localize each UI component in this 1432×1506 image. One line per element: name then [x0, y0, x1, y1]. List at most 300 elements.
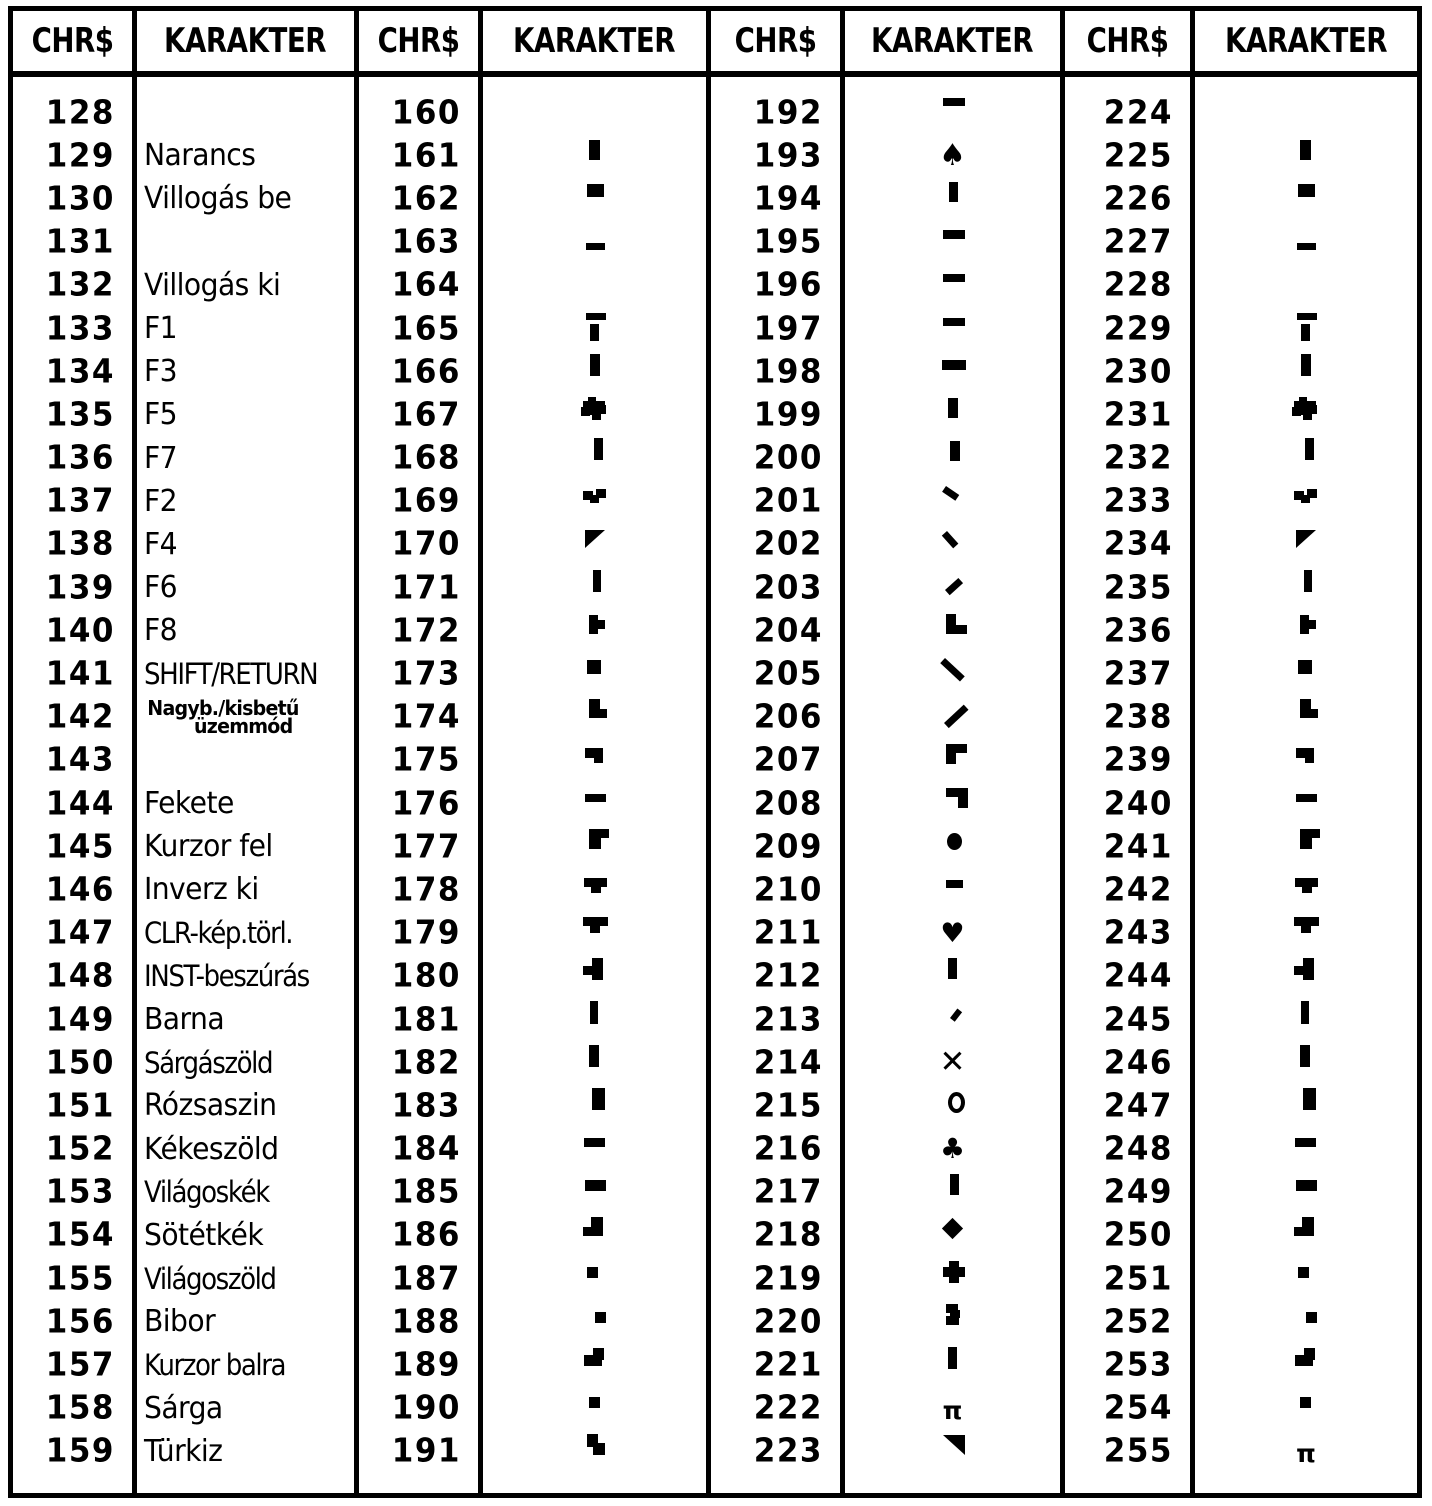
chr-code-value: 190: [391, 1389, 461, 1428]
table-row: [711, 134, 840, 177]
karakter-label-cell: [137, 1343, 354, 1386]
table-row: [359, 437, 478, 480]
karakter-glyph-cell: [483, 523, 706, 566]
karakter-glyph-cell: [845, 1257, 1060, 1300]
table-row: [359, 221, 478, 264]
karakter-label-value: Kurzor balra: [144, 1348, 286, 1383]
block-mid-icon: [575, 179, 615, 219]
chr-code-value: 163: [391, 223, 461, 262]
table-row: [13, 1257, 132, 1300]
chr-code-value: 218: [753, 1216, 823, 1255]
karakter-glyph-cell: [1195, 739, 1417, 782]
karakter-label-value: INST-beszúrás: [144, 959, 309, 994]
karakter-glyph-cell: [483, 912, 706, 955]
table-row: [1065, 652, 1190, 695]
corner-L-icon: [933, 611, 973, 651]
karakter-label-value: Fekete: [144, 786, 234, 822]
chr-code-value: 195: [753, 223, 823, 262]
diamond-icon: [933, 1215, 973, 1255]
tee-right-icon: [575, 611, 615, 651]
table-row: [1065, 912, 1190, 955]
karakter-glyph-cell: [845, 393, 1060, 436]
table-row: [711, 782, 840, 825]
chr-code-value: 180: [391, 957, 461, 996]
chr-code-value: 243: [1103, 914, 1173, 953]
karakter-glyph-cell: [845, 1214, 1060, 1257]
karakter-label-cell: [137, 1041, 354, 1084]
chr-code-value: 162: [391, 180, 461, 218]
table-row: [13, 566, 132, 609]
table-row: [13, 825, 132, 868]
table-row: [711, 264, 840, 307]
karakter-label-value: F7: [144, 440, 178, 476]
karakter-glyph-cell: [483, 739, 706, 782]
chr-code-value: 198: [753, 352, 823, 391]
karakter-label-value: F6: [144, 570, 178, 606]
chr-code-value: 207: [753, 741, 823, 780]
chr-karakter-table: [8, 6, 1422, 1498]
table-row: [1065, 134, 1190, 177]
chr-code-value: 128: [45, 93, 115, 132]
chr-code-value: 133: [45, 309, 115, 348]
karakter-label-value: Barna: [144, 1002, 225, 1038]
table-row: [711, 1257, 840, 1300]
chr-code-value: 181: [391, 1000, 461, 1039]
karakter-glyph-cell: [1195, 998, 1417, 1041]
karakter-glyph-cell: [1195, 1128, 1417, 1171]
karakter-glyph-cell: [845, 825, 1060, 868]
table-row: [711, 609, 840, 652]
corner-step-icon: [1286, 1345, 1326, 1385]
table-row: [359, 1430, 478, 1473]
tee-down-icon: [1286, 913, 1326, 953]
karakter-glyph-cell: [483, 609, 706, 652]
karakter-glyph-cell: [845, 955, 1060, 998]
chr-code-value: 245: [1103, 1000, 1173, 1039]
corner-br-icon: [1286, 1215, 1326, 1255]
table-row: [13, 1214, 132, 1257]
chr-code-value: 152: [45, 1130, 115, 1168]
chr-code-value: 251: [1103, 1259, 1173, 1298]
table-row: [13, 1430, 132, 1473]
karakter-label-cell: [137, 609, 354, 652]
karakter-glyph-cell: [483, 221, 706, 264]
table-row: [13, 480, 132, 523]
header-chr-1: [13, 11, 137, 71]
table-row: [1065, 437, 1190, 480]
vbar-tall3-icon: [933, 1345, 973, 1385]
sq-small-icon: [1286, 654, 1326, 694]
karakter-glyph-cell: [845, 739, 1060, 782]
chr-code-value: 154: [45, 1216, 115, 1255]
table-row: [711, 1214, 840, 1257]
karakter-label-value: CLR-kép.törl.: [144, 916, 293, 951]
chr-column-3: [711, 77, 845, 1493]
karakter-glyph-cell: [1195, 1257, 1417, 1300]
table-row: [359, 955, 478, 998]
table-row: [1065, 782, 1190, 825]
vbar-wide-icon: [1286, 1086, 1326, 1126]
slash-back-low-icon: [933, 524, 973, 564]
chr-code-value: 167: [391, 396, 461, 434]
hbar-thin-low-icon: [1286, 309, 1326, 349]
table-row: [13, 91, 132, 134]
plus-icon: [933, 1259, 973, 1299]
chr-code-value: 197: [753, 309, 823, 348]
karakter-label-cell: [137, 955, 354, 998]
table-row: [1065, 1214, 1190, 1257]
table-row: [359, 1084, 478, 1127]
table-row: [711, 480, 840, 523]
vbar-tall2-icon: [933, 1172, 973, 1212]
karakter-label-cell: [137, 912, 354, 955]
karakter-label-line-1: Nagyb./kisbetű: [147, 695, 299, 720]
chr-code-value: 239: [1103, 741, 1173, 780]
table-row: [711, 696, 840, 739]
chr-code-value: 143: [45, 741, 115, 780]
chr-code-value: 142: [45, 698, 115, 737]
vbar-narrow-right-icon: [575, 438, 615, 478]
chr-code-value: 131: [45, 223, 115, 262]
table-row: [13, 1041, 132, 1084]
chr-code-value: 151: [45, 1087, 115, 1125]
corner-step-icon: [575, 1345, 615, 1385]
chr-code-value: 240: [1103, 784, 1173, 823]
corner-bl-icon: [1286, 697, 1326, 737]
table-row: [13, 652, 132, 695]
header-karakter-4-label: KARAKTER: [1224, 21, 1388, 61]
blank-icon: [575, 265, 615, 305]
karakter-glyph-cell: [483, 652, 706, 695]
karakter-glyph-cell: [483, 480, 706, 523]
chr-code-value: 225: [1103, 136, 1173, 175]
karakter-glyph-cell: [483, 1257, 706, 1300]
chr-code-value: 136: [45, 439, 115, 477]
chr-code-value: 129: [45, 136, 115, 175]
table-row: [359, 134, 478, 177]
table-row: [359, 566, 478, 609]
vbar-narrow-icon: [1286, 568, 1326, 608]
karakter-column-4: [1195, 77, 1417, 1493]
corner-bl-icon: [575, 697, 615, 737]
karakter-glyph-cell: [1195, 221, 1417, 264]
chr-column-1: [13, 77, 137, 1493]
table-row: [359, 523, 478, 566]
karakter-glyph-cell: [483, 1387, 706, 1430]
table-row: [711, 1387, 840, 1430]
table-row: [13, 1343, 132, 1386]
table-row: [1065, 177, 1190, 220]
karakter-label-value: Inverz ki: [144, 872, 259, 908]
table-row: [13, 1387, 132, 1430]
slash-back-upper-icon: [933, 481, 973, 521]
karakter-glyph-cell: [1195, 91, 1417, 134]
chr-code-value: 203: [753, 568, 823, 607]
table-row: [359, 739, 478, 782]
karakter-label-cell: [137, 307, 354, 350]
pi-icon: π: [942, 1395, 963, 1425]
table-row: [1065, 91, 1190, 134]
chr-code-value: 174: [391, 698, 461, 737]
chr-code-value: 150: [45, 1043, 115, 1082]
table-row: [13, 868, 132, 911]
dot-center-icon: [575, 1388, 615, 1428]
karakter-glyph-cell: [845, 566, 1060, 609]
karakter-glyph-cell: [845, 868, 1060, 911]
hbar-mid2-icon: [933, 222, 973, 262]
chr-code-value: 214: [753, 1043, 823, 1082]
hbar-top-icon: [933, 93, 973, 133]
karakter-label-cell: [137, 566, 354, 609]
chr-code-value: 208: [753, 784, 823, 823]
karakter-label-cell: [137, 998, 354, 1041]
chr-code-value: 182: [391, 1043, 461, 1082]
table-row: [1065, 1430, 1190, 1473]
karakter-label-cell: [137, 350, 354, 393]
block-mid-icon: [1286, 179, 1326, 219]
karakter-label-value: Kurzor fel: [144, 829, 273, 865]
karakter-label-value: F2: [144, 483, 178, 519]
table-row: [359, 1300, 478, 1343]
hbar-thin-low-icon: [575, 309, 615, 349]
tri-ul-icon: [575, 524, 615, 564]
chr-code-value: 146: [45, 871, 115, 909]
table-row: [711, 91, 840, 134]
table-row: [359, 825, 478, 868]
table-row: [711, 998, 840, 1041]
karakter-label-cell: [137, 177, 354, 220]
vbar-thin-icon: [1286, 1000, 1326, 1040]
karakter-glyph-cell: [1195, 1300, 1417, 1343]
vbar-tall-icon: [933, 956, 973, 996]
karakter-glyph-cell: [1195, 868, 1417, 911]
hbar-block-icon: [575, 1172, 615, 1212]
chr-code-value: 175: [391, 741, 461, 780]
chr-code-value: 178: [391, 871, 461, 909]
chr-code-value: 246: [1103, 1043, 1173, 1082]
table-row: [711, 1128, 840, 1171]
chr-code-value: 212: [753, 957, 823, 996]
vbar-left-thick-icon: [1286, 136, 1326, 176]
karakter-glyph-cell: [483, 1171, 706, 1214]
chr-code-value: 255: [1103, 1432, 1173, 1471]
table-row: [711, 566, 840, 609]
tee-up-icon: [575, 870, 615, 910]
vbar-mid3-icon: [933, 438, 973, 478]
chr-code-value: 230: [1103, 352, 1173, 391]
table-row: [13, 221, 132, 264]
karakter-label-value: SHIFT/RETURN: [144, 657, 318, 692]
chr-column-4: [1065, 77, 1195, 1493]
corner-gamma-icon: [933, 740, 973, 780]
karakter-label-cell: [137, 523, 354, 566]
chr-code-value: 132: [45, 266, 115, 305]
karakter-label-value: Bibor: [144, 1304, 216, 1340]
hbar-thin-upper-icon: [575, 222, 615, 262]
table-row: [359, 998, 478, 1041]
karakter-glyph-cell: [483, 307, 706, 350]
karakter-glyph-cell: [1195, 955, 1417, 998]
karakter-glyph-cell: [483, 1343, 706, 1386]
karakter-glyph-cell: [1195, 652, 1417, 695]
karakter-glyph-cell: [1195, 177, 1417, 220]
chr-code-value: 187: [391, 1259, 461, 1298]
chr-code-value: 201: [753, 482, 823, 521]
table-row: [711, 393, 840, 436]
table-row: [711, 912, 840, 955]
hbar-mid4-icon: [933, 309, 973, 349]
table-row: [711, 221, 840, 264]
hbar-mid5-icon: [933, 352, 973, 392]
karakter-label-value: F1: [144, 311, 178, 347]
chr-code-value: 192: [753, 93, 823, 132]
chr-code-value: 216: [753, 1130, 823, 1168]
chr-code-value: 189: [391, 1346, 461, 1384]
corner-br-icon: [575, 1215, 615, 1255]
karakter-glyph-cell: [845, 652, 1060, 695]
table-row: [1065, 998, 1190, 1041]
chr-code-value: 159: [45, 1432, 115, 1471]
karakter-label-cell: [137, 1387, 354, 1430]
karakter-glyph-cell: [1195, 480, 1417, 523]
karakter-label-value: F3: [144, 354, 178, 390]
karakter-label-cell: [137, 1084, 354, 1127]
table-row: [359, 912, 478, 955]
chr-code-value: 176: [391, 784, 461, 823]
blank-icon: [575, 93, 615, 133]
chr-code-value: 169: [391, 482, 461, 521]
karakter-label-cell: [137, 134, 354, 177]
karakter-label-cell: [137, 1257, 354, 1300]
corner-seven-icon: [933, 784, 973, 824]
tee-right-icon: [1286, 611, 1326, 651]
cross-x-icon: ✕: [939, 1044, 966, 1081]
chr-code-value: 148: [45, 957, 115, 996]
table-row: [711, 523, 840, 566]
vbar-mid2-icon: [933, 395, 973, 435]
table-row: [13, 912, 132, 955]
slash-tiny-icon: [933, 1000, 973, 1040]
chr-code-value: 254: [1103, 1389, 1173, 1428]
table-row: [1065, 1343, 1190, 1386]
corner-tl-icon: [575, 827, 615, 867]
karakter-glyph-cell: [483, 1041, 706, 1084]
chr-code-value: 222: [753, 1389, 823, 1428]
karakter-label-cell: [137, 696, 354, 739]
table-row: [711, 307, 840, 350]
table-row: [1065, 825, 1190, 868]
chr-code-value: 164: [391, 266, 461, 305]
karakter-label-value: F4: [144, 526, 178, 562]
karakter-label-cell: [137, 393, 354, 436]
chr-code-value: 165: [391, 309, 461, 348]
table-row: [711, 437, 840, 480]
chr-code-value: 229: [1103, 309, 1173, 348]
table-row: [1065, 264, 1190, 307]
karakter-label-value: F5: [144, 397, 178, 433]
karakter-label-value: Villogás ki: [144, 267, 281, 303]
table-row: [13, 393, 132, 436]
chr-code-value: 235: [1103, 568, 1173, 607]
chr-column-2: [359, 77, 483, 1493]
karakter-column-2: [483, 77, 711, 1493]
table-row: [13, 609, 132, 652]
karakter-glyph-cell: [845, 912, 1060, 955]
karakter-glyph-cell: [1195, 566, 1417, 609]
karakter-glyph-cell: [1195, 609, 1417, 652]
karakter-glyph-cell: [845, 264, 1060, 307]
table-body: [13, 77, 1417, 1493]
chr-code-value: 228: [1103, 266, 1173, 305]
table-row: [359, 1257, 478, 1300]
karakter-glyph-cell: [1195, 437, 1417, 480]
blank-icon: [1286, 93, 1326, 133]
chr-code-value: 156: [45, 1302, 115, 1341]
chr-code-value: 253: [1103, 1346, 1173, 1384]
chr-code-value: 171: [391, 568, 461, 607]
karakter-glyph-cell: [483, 955, 706, 998]
hbar-mid3-icon: [933, 265, 973, 305]
karakter-label-cell: [137, 868, 354, 911]
karakter-label-cell: [137, 264, 354, 307]
karakter-label-cell: [137, 437, 354, 480]
chr-code-value: 249: [1103, 1173, 1173, 1212]
table-row: [711, 825, 840, 868]
karakter-glyph-cell: [1195, 1387, 1417, 1430]
dot-right-icon: [1286, 1302, 1326, 1342]
table-row: [711, 350, 840, 393]
chr-code-value: 236: [1103, 611, 1173, 650]
table-row: [1065, 1300, 1190, 1343]
corner-tr-small-icon: [575, 740, 615, 780]
dot-left-icon: [1286, 1259, 1326, 1299]
karakter-glyph-cell: [845, 1084, 1060, 1127]
header-chr-2: [359, 11, 483, 71]
checker-icon: [575, 395, 615, 435]
header-karakter-3: [845, 11, 1065, 71]
chr-code-value: 138: [45, 525, 115, 564]
table-row: [711, 652, 840, 695]
corner-tr-small-icon: [1286, 740, 1326, 780]
pi-icon: π: [1296, 1438, 1316, 1468]
table-row: [359, 1387, 478, 1430]
table-row: [711, 1430, 840, 1473]
table-row: [1065, 739, 1190, 782]
header-karakter-1-label: KARAKTER: [164, 21, 327, 61]
table-row: [13, 134, 132, 177]
chr-code-value: 185: [391, 1173, 461, 1212]
header-chr-4: [1065, 11, 1195, 71]
karakter-label-value: Narancs: [144, 138, 256, 174]
chr-code-value: 211: [753, 914, 823, 953]
karakter-glyph-cell: [845, 437, 1060, 480]
tri-ul-icon: [1286, 524, 1326, 564]
chr-code-value: 191: [391, 1432, 461, 1471]
table-row: [1065, 609, 1190, 652]
chr-code-value: 199: [753, 396, 823, 434]
chr-code-value: 155: [45, 1259, 115, 1298]
table-row: [711, 868, 840, 911]
table-row: [13, 307, 132, 350]
chr-code-value: 196: [753, 266, 823, 305]
karakter-glyph-cell: [845, 1430, 1060, 1473]
chr-code-value: 224: [1103, 93, 1173, 132]
table-row: [1065, 1257, 1190, 1300]
table-row: [1065, 393, 1190, 436]
chr-code-value: 210: [753, 871, 823, 909]
karakter-glyph-cell: [845, 696, 1060, 739]
integral-icon: [933, 1302, 973, 1342]
